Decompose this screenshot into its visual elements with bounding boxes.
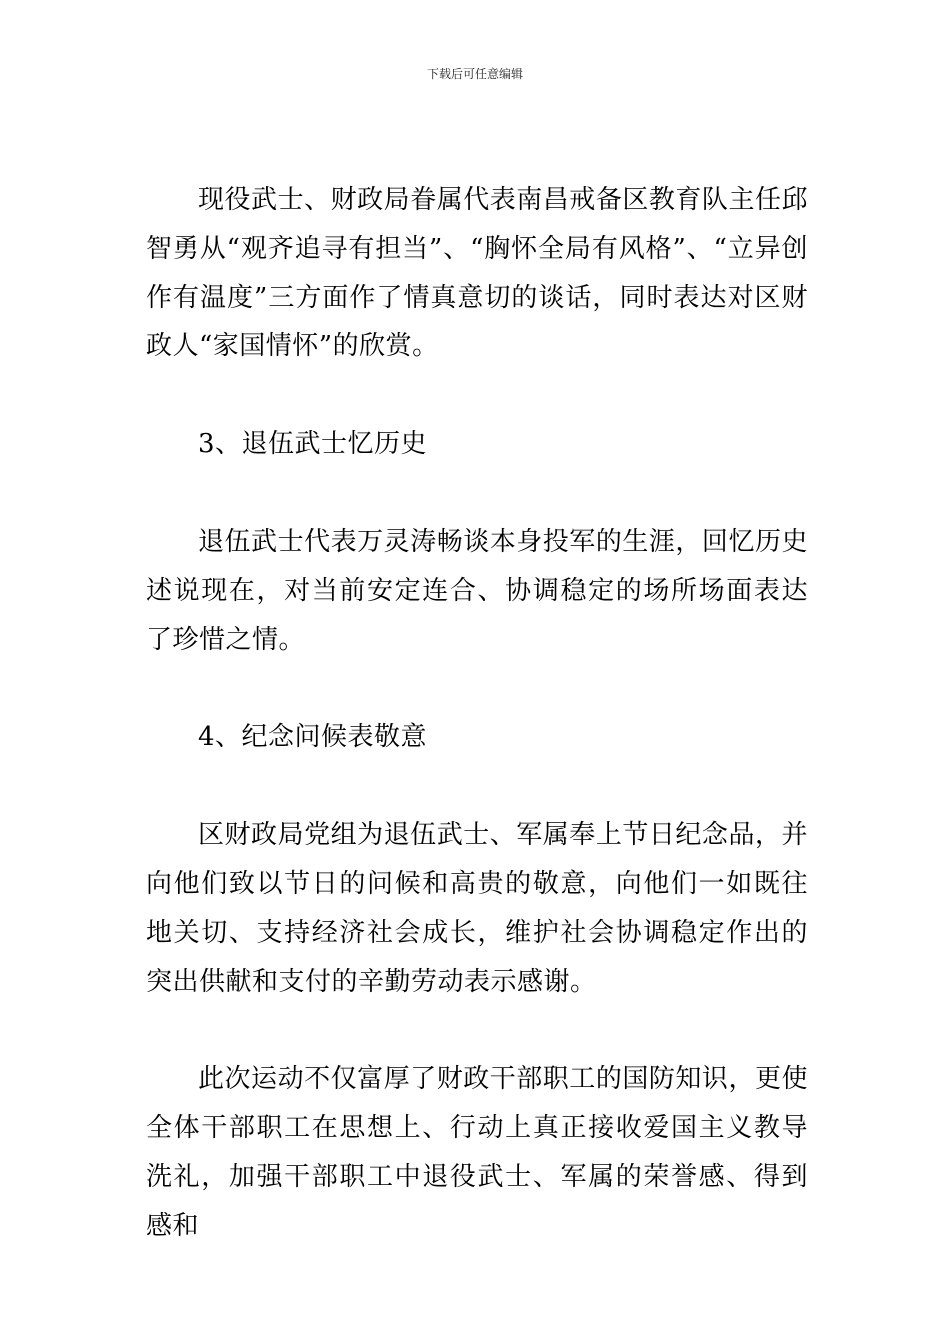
paragraph-gap <box>146 664 808 713</box>
paragraph-commemoration: 区财政局党组为退伍武士、军属奉上节日纪念品，并向他们致以节日的问候和高贵的敬意，向他们一如既往地关切、支持经济社会成长，维护社会协调稳定作出的突出供献和支付的辛勤劳动表示感谢。 <box>146 820 808 997</box>
paragraph-gap <box>146 762 808 811</box>
paragraph-gap <box>146 469 808 518</box>
document-body <box>146 176 808 1251</box>
section-heading-3: 3、退伍武士忆历史 <box>198 429 428 460</box>
paragraph-activity-summary: 此次运动不仅富厚了财政干部职工的国防知识，更使全体干部职工在思想上、行动上真正接收爱国主义教导洗礼，加强干部职工中退役武士、军属的荣誉感、得到感和 <box>146 1064 808 1241</box>
paragraph-gap <box>146 1006 808 1055</box>
section-heading-4: 4、纪念问候表敬意 <box>198 722 428 753</box>
paragraph-active-soldier-speech: 现役武士、财政局眷属代表南昌戒备区教育队主任邱智勇从“观齐追寻有担当”、“胸怀全局有风格”、“立异创作有温度”三方面作了情真意切的谈话，同时表达对区财政人“家国情怀”的欣赏。 <box>146 185 808 362</box>
paragraph-veteran-history: 退伍武士代表万灵涛畅谈本身投军的生涯，回忆历史述说现在，对当前安定连合、协调稳定的场所场面表达了珍惜之情。 <box>146 526 808 655</box>
paragraph-gap <box>146 371 808 420</box>
page-header-note: 下载后可任意编辑 <box>426 67 523 81</box>
